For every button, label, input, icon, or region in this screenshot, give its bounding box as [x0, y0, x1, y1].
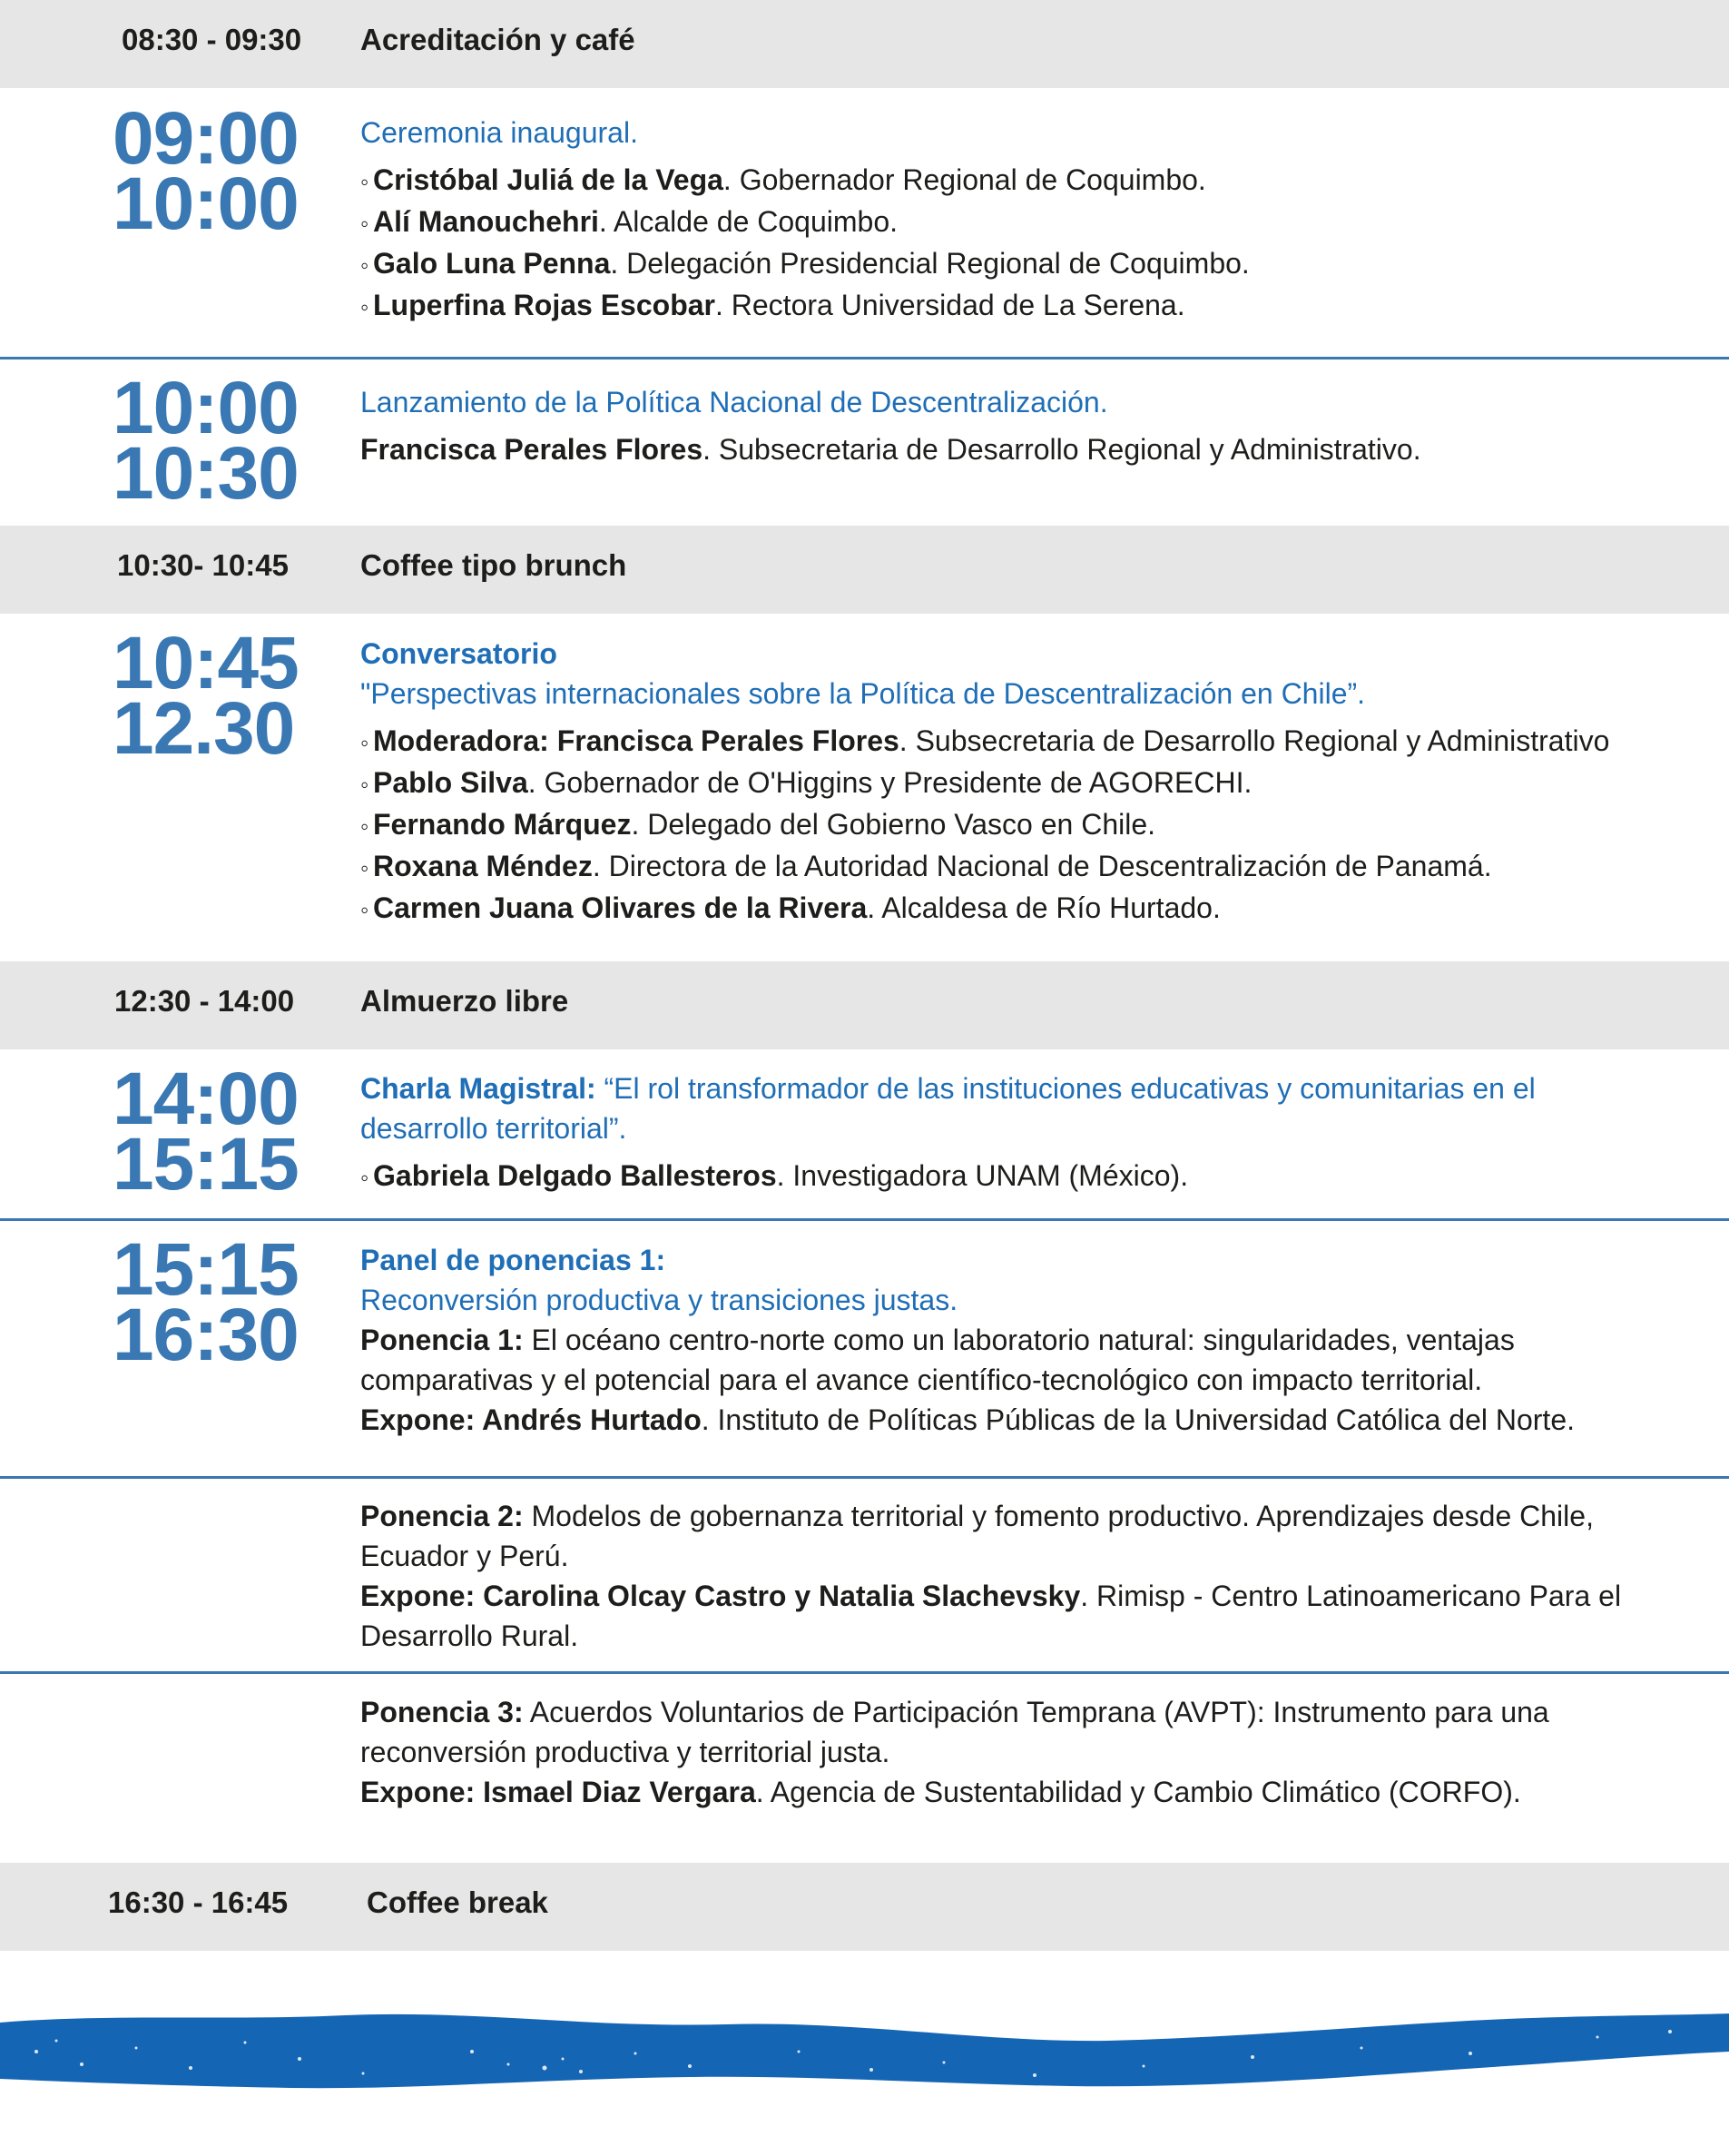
session-title-cont: desarrollo territorial”.: [360, 1112, 627, 1145]
session-title: Lanzamiento de la Política Nacional de Descentralización.: [360, 386, 1108, 418]
ponencia-expone: Expone: Carolina Olcay Castro y Natalia Slachevsky. Rimisp - Centro Latinoamericano Para el: [360, 1580, 1622, 1612]
speaker-item: ◦ Pablo Silva. Gobernador de O'Higgins y Presidente de AGORECHI.: [360, 763, 1658, 804]
ponencia-expone: Expone: Ismael Diaz Vergara. Agencia de Sustentabilidad y Cambio Climático (CORFO).: [360, 1776, 1521, 1808]
session-time-end: 10:00: [113, 162, 299, 245]
ponencia-3: [360, 1692, 1658, 1812]
session-time-start: 10:00: [113, 367, 299, 449]
band-time: 16:30 - 16:45: [108, 1885, 289, 1919]
ponencia-text: Ponencia 3: Acuerdos Voluntarios de Participación Temprana (AVPT): Instrumento para una: [360, 1696, 1549, 1728]
bullet-icon: ◦: [360, 168, 369, 195]
bullet-icon: ◦: [360, 729, 369, 756]
ponencia-expone-cont: Desarrollo Rural.: [360, 1619, 579, 1652]
ponencia-text: Ponencia 1: El océano centro-norte como un laboratorio natural: singularidades, ventajas: [360, 1324, 1515, 1356]
ponencia-2: [360, 1496, 1658, 1656]
ponencia-text-cont: Ecuador y Perú.: [360, 1540, 569, 1572]
speaker-item: ◦ Gabriela Delgado Ballesteros. Investigadora UNAM (México).: [360, 1156, 1658, 1197]
band-title: Coffee break: [367, 1885, 548, 1919]
bullet-icon: ◦: [360, 293, 369, 320]
ponencia-text-cont: reconversión productiva y territorial justa.: [360, 1736, 890, 1768]
ponencia-text-cont: comparativas y el potencial para el avance científico-tecnológico con impacto territorial.: [360, 1363, 1483, 1396]
bullet-icon: ◦: [360, 771, 369, 798]
band-time: 12:30 - 14:00: [114, 984, 295, 1018]
session-time-start: 14:00: [113, 1058, 299, 1140]
session-heading: Conversatorio: [360, 637, 557, 670]
speaker-item: ◦ Alí Manouchehri. Alcalde de Coquimbo.: [360, 202, 1658, 243]
session-ceremonia: [360, 113, 1658, 327]
divider: [0, 1671, 1729, 1674]
speaker-item: ◦ Carmen Juana Olivares de la Rivera. Alcaldesa de Río Hurtado.: [360, 888, 1658, 930]
session-title: Reconversión productiva y transiciones justas.: [360, 1284, 958, 1316]
session-time-start: 09:00: [113, 97, 299, 180]
bullet-icon: ◦: [360, 854, 369, 881]
speaker-item: ◦ Fernando Márquez. Delegado del Gobierno Vasco en Chile.: [360, 804, 1658, 846]
session-conversatorio: [360, 634, 1658, 930]
bullet-icon: ◦: [360, 210, 369, 237]
break-band-coffee: [0, 1863, 1729, 1951]
band-title: Coffee tipo brunch: [360, 548, 627, 582]
session-panel-ponencias: [360, 1240, 1658, 1440]
session-time-end: 16:30: [113, 1294, 299, 1376]
session-heading: Panel de ponencias 1:: [360, 1244, 666, 1276]
speaker-item: Francisca Perales Flores. Subsecretaria de Desarrollo Regional y Administrativo.: [360, 433, 1421, 466]
speaker-item: ◦ Cristóbal Juliá de la Vega. Gobernador Regional de Coquimbo.: [360, 160, 1658, 202]
speaker-item: ◦ Galo Luna Penna. Delegación Presidencial Regional de Coquimbo.: [360, 243, 1658, 285]
decorative-wave: [0, 1988, 1729, 2106]
session-time-end: 15:15: [113, 1123, 299, 1206]
band-time: 10:30- 10:45: [117, 548, 289, 582]
session-time-end: 10:30: [113, 432, 299, 515]
session-time-start: 10:45: [113, 622, 299, 704]
break-band-almuerzo: [0, 961, 1729, 1049]
session-title: Charla Magistral: “El rol transformador de las instituciones educativas y comunitarias en el: [360, 1072, 1536, 1105]
band-time: 08:30 - 09:30: [122, 23, 302, 56]
session-time-start: 15:15: [113, 1228, 299, 1311]
break-band-acreditacion: [0, 0, 1729, 88]
bullet-icon: ◦: [360, 896, 369, 923]
divider: [0, 1218, 1729, 1221]
divider: [0, 357, 1729, 359]
session-charla-magistral: [360, 1068, 1658, 1197]
bullet-icon: ◦: [360, 812, 369, 840]
speaker-item: ◦ Luperfina Rojas Escobar. Rectora Universidad de La Serena.: [360, 285, 1658, 327]
session-title: "Perspectivas internacionales sobre la Política de Descentralización en Chile”.: [360, 677, 1366, 710]
band-title: Acreditación y café: [360, 23, 635, 56]
band-title: Almuerzo libre: [360, 984, 569, 1018]
session-lanzamiento: [360, 382, 1658, 469]
break-band-brunch: [0, 526, 1729, 614]
ponencia-expone: Expone: Andrés Hurtado. Instituto de Políticas Públicas de la Universidad Católica del Norte.: [360, 1403, 1575, 1436]
session-title: Ceremonia inaugural.: [360, 116, 638, 149]
speaker-item: ◦ Roxana Méndez. Directora de la Autoridad Nacional de Descentralización de Panamá.: [360, 846, 1658, 888]
divider: [0, 1476, 1729, 1479]
speaker-item: ◦ Moderadora: Francisca Perales Flores. Subsecretaria de Desarrollo Regional y Administrativo: [360, 721, 1658, 763]
session-time-end: 12.30: [113, 687, 295, 770]
bullet-icon: ◦: [360, 1164, 369, 1191]
ponencia-text: Ponencia 2: Modelos de gobernanza territorial y fomento productivo. Aprendizajes desde Chile,: [360, 1500, 1594, 1532]
bullet-icon: ◦: [360, 251, 369, 279]
